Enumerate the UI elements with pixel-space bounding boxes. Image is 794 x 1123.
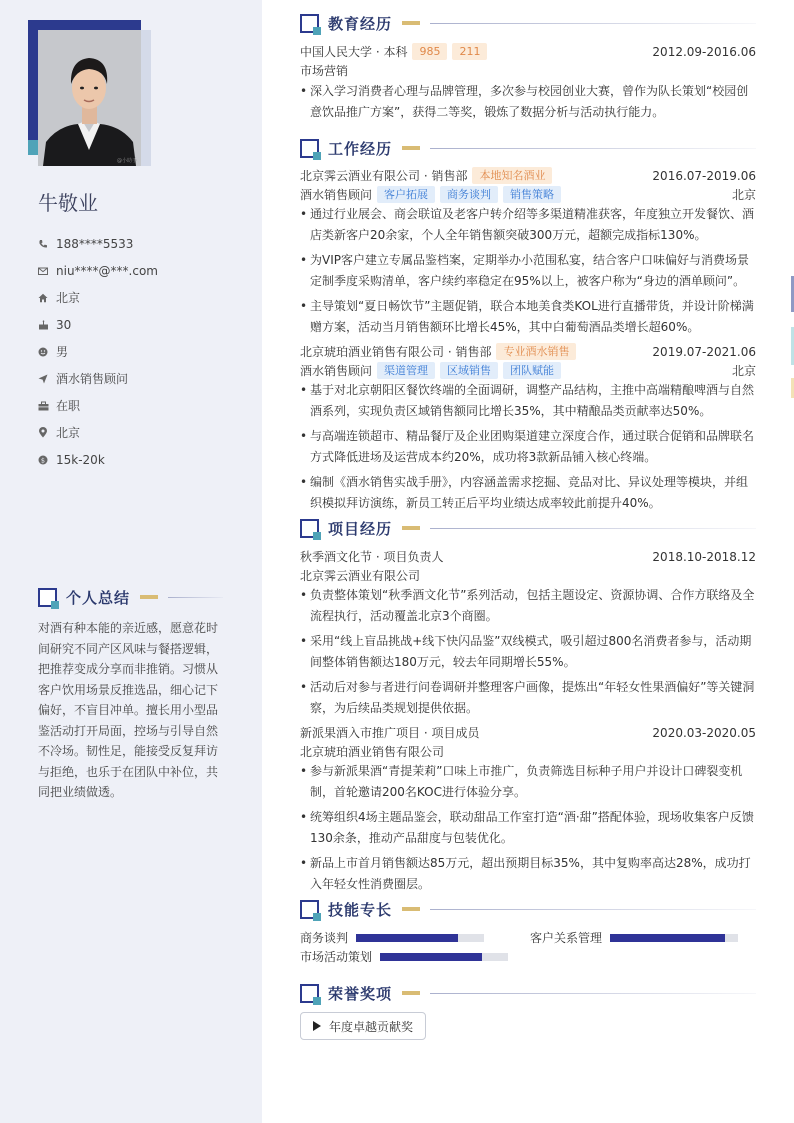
play-triangle-icon — [313, 1021, 321, 1031]
status-row — [38, 392, 253, 419]
title-divider — [430, 528, 756, 529]
photo-watermark: @小助手 — [116, 158, 137, 164]
skill-bar — [380, 953, 508, 961]
skill-bar — [610, 934, 738, 942]
job-role: 酒水销售顾问 — [300, 188, 373, 202]
avatar — [38, 30, 141, 166]
project-bullet: • 活动后对参与者进行问卷调研并整理客户画像，提炼出“年轻女性果酒偏好”等关键洞察，为后续品类规划提供依据。 — [300, 677, 756, 719]
job-role: 酒水销售顾问 — [300, 364, 373, 378]
education-section — [300, 12, 756, 127]
award-name: 年度卓越贡献奖 — [329, 1019, 414, 1034]
contact-info — [38, 230, 253, 473]
skill-tag: 销售策略 — [503, 186, 561, 203]
skill-bar-fill — [380, 953, 482, 961]
job-date: 2016.07-2019.06 — [652, 168, 756, 183]
company-name: 北京琥珀酒业销售有限公司 · 销售部 — [300, 345, 492, 359]
project-name: 秋季酒文化节 · 项目负责人 — [300, 550, 444, 564]
company-tag: 专业酒水销售 — [496, 343, 576, 360]
summary-text: 对酒有种本能的亲近感，愿意花时间研究不同产区风味与餐搭逻辑，把推荐变成分享而非推销。习惯从客户饮用场景反推选品，细心记下偏好，不盲目冲单。擅长用小型品鉴活动打开局面，控场与引导自然不冷场。韧性足，能接受反复拜访与拒绝，也乐于在团队中补位，共同把业绩做透。 — [38, 621, 219, 799]
major: 市场营销 — [300, 64, 349, 78]
section-marker-icon — [300, 14, 319, 33]
projects-title-row — [300, 517, 756, 539]
title-divider — [430, 23, 756, 24]
school-tag: 211 — [452, 43, 487, 60]
project-bullet: • 统筹组织4场主题品鉴会，联动甜品工作室打造“酒·甜”搭配体验，现场收集客户反馈130余条，推动产品甜度与包装优化。 — [300, 807, 756, 849]
age-text: 30 — [56, 317, 72, 332]
email-text: niu****@***.com — [56, 263, 158, 278]
school-tag: 985 — [412, 43, 447, 60]
section-marker-icon — [38, 588, 57, 607]
skill-item — [300, 928, 530, 947]
title-accent — [402, 526, 420, 530]
phone-text: 188****5533 — [56, 236, 134, 251]
svg-text:$: $ — [40, 455, 46, 464]
skill-tag: 客户拓展 — [377, 186, 435, 203]
company-tag: 本地知名酒业 — [472, 167, 552, 184]
age-row — [38, 311, 253, 338]
location-row — [38, 284, 253, 311]
summary-section — [38, 586, 223, 803]
summary-title: 个人总结 — [66, 588, 131, 607]
cake-icon — [38, 320, 56, 330]
photo-frame-shadow — [140, 30, 151, 166]
project-company: 北京霁云酒业有限公司 — [300, 569, 421, 583]
skill-item — [530, 928, 738, 947]
job-header — [300, 166, 756, 185]
skill-tag: 商务谈判 — [440, 186, 498, 203]
job-row — [38, 365, 253, 392]
job-header — [300, 342, 756, 361]
skills-title-row — [300, 898, 756, 920]
section-marker-icon — [300, 139, 319, 158]
job-text: 酒水销售顾问 — [56, 372, 129, 386]
job-role-row — [300, 185, 756, 204]
skills-section — [300, 898, 756, 966]
title-accent — [402, 907, 420, 911]
section-marker-icon — [300, 519, 319, 538]
job-city: 北京 — [731, 364, 756, 378]
briefcase-icon — [38, 401, 56, 411]
skill-name: 市场活动策划 — [300, 950, 373, 964]
education-title-row — [300, 12, 756, 34]
job-bullet: • 基于对北京朝阳区餐饮终端的全面调研，调整产品结构，主推中高端精酿啤酒与自然酒系列，实现负责区域销售额同比增长35%，其中精酿品类贡献率达50%。 — [300, 380, 756, 422]
job-bullet: • 编制《酒水销售实战手册》，内容涵盖需求挖掘、竞品对比、异议处理等模块，并组织模拟拜访演练，新员工转正后平均业绩达成率较此前提升40%。 — [300, 472, 756, 514]
email-icon — [38, 266, 56, 276]
project-company: 北京琥珀酒业销售有限公司 — [300, 745, 445, 759]
title-accent — [402, 21, 420, 25]
section-marker-icon — [300, 900, 319, 919]
title-divider — [430, 993, 756, 994]
title-accent — [402, 146, 420, 150]
work-title: 工作经历 — [328, 139, 393, 158]
title-accent — [402, 991, 420, 995]
project-company-row — [300, 566, 756, 585]
section-marker-icon — [300, 984, 319, 1003]
project-header — [300, 547, 756, 566]
email-row — [38, 257, 253, 284]
title-accent — [140, 595, 158, 599]
target-city-text: 北京 — [56, 426, 81, 440]
skill-bar — [356, 934, 484, 942]
job-date: 2019.07-2021.06 — [652, 344, 756, 359]
project-header — [300, 723, 756, 742]
education-header — [300, 42, 756, 61]
skill-bar-fill — [356, 934, 458, 942]
job-city: 北京 — [731, 188, 756, 202]
project-date: 2020.03-2020.05 — [652, 725, 756, 740]
projects-title: 项目经历 — [328, 519, 393, 538]
education-bullet: • 深入学习消费者心理与品牌管理，多次参与校园创业大赛，曾作为队长策划“校园创意饮品推广方案”，获得二等奖，锻炼了数据分析与活动执行能力。 — [300, 81, 756, 123]
salary-row — [38, 446, 253, 473]
project-bullet: • 采用“线上盲品挑战+线下快闪品鉴”双线模式，吸引超过800名消费者参与，活动期间整体销售额达180万元，较去年同期增长55%。 — [300, 631, 756, 673]
salary-text: 15k-20k — [56, 452, 105, 467]
send-icon — [38, 374, 56, 384]
work-title-row — [300, 137, 756, 159]
honors-title: 荣誉奖项 — [328, 984, 393, 1003]
education-title: 教育经历 — [328, 14, 393, 33]
project-name: 新派果酒入市推广项目 · 项目成员 — [300, 726, 480, 740]
money-icon — [38, 455, 56, 465]
skill-tag: 渠道管理 — [377, 362, 435, 379]
status-text: 在职 — [56, 399, 81, 413]
phone-icon — [38, 239, 56, 249]
job-role-row — [300, 361, 756, 380]
smiley-icon — [38, 347, 56, 357]
skill-tag: 区域销售 — [440, 362, 498, 379]
skill-name: 客户关系管理 — [530, 931, 603, 945]
location-text: 北京 — [56, 291, 81, 305]
summary-title-row — [38, 586, 223, 608]
project-date: 2018.10-2018.12 — [652, 549, 756, 564]
skill-name: 商务谈判 — [300, 931, 349, 945]
map-pin-icon — [38, 427, 56, 438]
gender-row — [38, 338, 253, 365]
candidate-name: 牛敬业 — [38, 191, 98, 215]
sidebar — [0, 0, 262, 1123]
skill-item — [300, 947, 756, 966]
work-section — [300, 137, 756, 518]
honors-section — [300, 982, 756, 1040]
skill-tag: 团队赋能 — [503, 362, 561, 379]
title-divider — [430, 148, 756, 149]
title-divider — [430, 909, 756, 910]
home-icon — [38, 293, 56, 303]
company-name: 北京霁云酒业有限公司 · 销售部 — [300, 169, 468, 183]
skill-bar-fill — [610, 934, 725, 942]
gender-text: 男 — [56, 345, 69, 359]
target-city-row — [38, 419, 253, 446]
project-bullet: • 新品上市首月销售额达85万元，超出预期目标35%，其中复购率高达28%，成功打入年轻女性消费圈层。 — [300, 853, 756, 895]
education-major-row — [300, 61, 756, 80]
job-bullet: • 为VIP客户建立专属品鉴档案，定期举办小范围私宴，结合客户口味偏好与消费场景定制季度采购清单，客户续约率稳定在95%以上，被客户称为“身边的酒单顾问”。 — [300, 250, 756, 292]
project-bullet: • 负责整体策划“秋季酒文化节”系列活动，包括主题设定、资源协调、合作方联络及全流程执行，活动覆盖北京3个商圈。 — [300, 585, 756, 627]
education-date: 2012.09-2016.06 — [652, 44, 756, 59]
school-name: 中国人民大学 · 本科 — [300, 45, 408, 59]
skills-title: 技能专长 — [328, 900, 393, 919]
job-bullet: • 通过行业展会、商会联谊及老客户转介绍等多渠道精准获客，年度独立开发餐饮、酒店类新客户20余家，个人全年销售额突破300万元，超额完成指标130%。 — [300, 204, 756, 246]
phone-row — [38, 230, 253, 257]
projects-section — [300, 517, 756, 899]
job-bullet: • 主导策划“夏日畅饮节”主题促销，联合本地美食类KOL进行直播带货，并设计阶梯满赠方案，活动当月销售额环比增长45%，其中白葡萄酒品类增长超60%。 — [300, 296, 756, 338]
title-divider — [168, 597, 223, 598]
project-company-row — [300, 742, 756, 761]
project-bullet: • 参与新派果酒“青提茉莉”口味上市推广，负责筛选目标种子用户并设计口碑裂变机制，首轮邀请200名KOC进行体验分享。 — [300, 761, 756, 803]
honors-title-row — [300, 982, 756, 1004]
skills-list — [300, 928, 756, 966]
award-item — [300, 1012, 426, 1040]
job-bullet: • 与高端连锁超市、精品餐厅及企业团购渠道建立深度合作，通过联合促销和品牌联名方式降低进场及运营成本约20%，成功将3款新品铺入核心终端。 — [300, 426, 756, 468]
